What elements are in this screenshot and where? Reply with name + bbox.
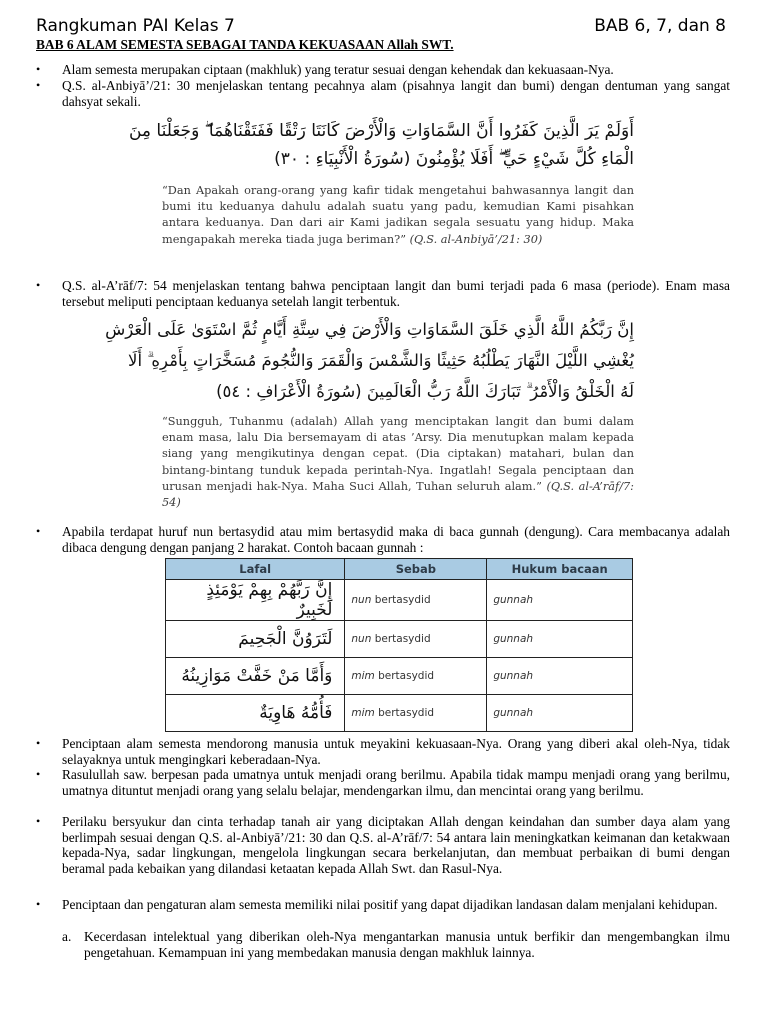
arabic-verse-line: إِنَّ رَبَّكُمُ اللَّهُ الَّذِي خَلَقَ السَّمَاوَاتِ وَالْأَرْضَ فِي سِتَّةِ أَيَّامٍ ثُمَّ اسْتَوَىٰ عَلَى الْعَرْشِ [105, 320, 634, 339]
sebab-text: bertasydid [371, 594, 431, 606]
translation-text: “Dan Apakah orang-orang yang kafir tidak mengetahui bahwasannya langit dan bumi itu keduanya dahulu adalah suatu yang padu, kemudian Kami pisahkan antara keduanya. Dan dari air Kami jadikan segala sesuatu yang hidup. Maka mengapakah mereka tiada juga beriman?” [162, 184, 634, 246]
sub-item-marker: a. [62, 929, 72, 944]
hukum-cell: gunnah [487, 695, 633, 732]
header-title-right: BAB 6, 7, dan 8 [594, 16, 726, 36]
bullet-item: • Q.S. al-Anbiyā’/21: 30 menjelaskan tentang pecahnya alam (pisahnya langit dan bumi) dengan dentuman yang sangat dahsyat sekali. [62, 78, 730, 109]
arabic-verse-line: الْمَاءِ كُلَّ شَيْءٍ حَيٍّ ۖ أَفَلَا يُؤْمِنُونَ (سُورَةُ الْأَنْبِيَاءِ : ٣٠) [274, 149, 634, 169]
bullet-item: • Rasulullah saw. berpesan pada umatnya untuk menjadi orang berilmu. Apabila tidak mampu menjadi orang yang berilmu, umatnya dituntut menjadi orang yang selalu belajar, mendengarkan ilmu, dan mencintai orang yang berilmu. [62, 767, 730, 798]
gunnah-table [165, 558, 633, 732]
sebab-letter: nun [351, 594, 372, 606]
chapter-title: BAB 6 ALAM SEMESTA SEBAGAI TANDA KEKUASAAN Allah SWT. [36, 37, 454, 52]
sebab-letter: mim [351, 670, 375, 682]
sebab-text: bertasydid [371, 633, 431, 645]
bullet-item: • Penciptaan dan pengaturan alam semesta memiliki nilai positif yang dapat dijadikan landasan dalam menjalani kehidupan. [62, 897, 730, 913]
column-header-lafal: Lafal [166, 559, 345, 580]
sub-item-text: Kecerdasan intelektual yang diberikan oleh-Nya mengantarkan manusia untuk berfikir dan mengembangkan ilmu pengetahuan. Kemampuan ini yang membedakan manusia dengan makhluk lainnya. [84, 929, 730, 960]
arabic-verse-line: أَوَلَمْ يَرَ الَّذِينَ كَفَرُوا أَنَّ السَّمَاوَاتِ وَالْأَرْضَ كَانَتَا رَتْقًا فَفَتَقْنَاهُمَا ۖ وَجَعَلْنَا مِنَ [128, 121, 634, 141]
verse-translation [162, 183, 634, 248]
sebab-text: bertasydid [374, 707, 435, 719]
sebab-text: bertasydid [374, 670, 435, 682]
table-row [166, 580, 633, 621]
bullet-item: • Apabila terdapat huruf nun bertasydid atau mim bertasydid maka di baca gunnah (dengung). Cara membacanya adalah dibaca dengung dengan panjang 2 harakat. Contoh bacaan gunnah : [62, 524, 730, 555]
sebab-cell [345, 695, 487, 732]
bullet-item: • Perilaku bersyukur dan cinta terhadap tanah air yang diciptakan Allah dengan keindahan dan sumber daya alam yang berlimpah sesuai dengan Q.S. al-Anbiyā’/21: 30 dan Q.S. al-A’rāf/7: 54 antara lain meningkatkan keimanan dan ketakwaan kepada-Nya, sadar lingkungan, mengelola lingkungan secara berkelanjutan, dan membuat perbaikan di bumi dengan beramal pada kebaikan yang dilandasi ketaatan kepada Allah Swt. dan Rasul-Nya. [62, 814, 730, 876]
column-header-hukum: Hukum bacaan [487, 559, 633, 580]
lafal-cell: وَأَمَّا مَنْ خَفَّتْ مَوَازِينُهُ [166, 658, 345, 695]
sebab-cell [345, 658, 487, 695]
sub-list-item [62, 929, 730, 960]
table-row [166, 621, 633, 658]
table-row [166, 658, 633, 695]
lafal-cell: لَتَرَوُنَّ الْجَحِيمَ [166, 621, 345, 658]
arabic-verse-line: لَهُ الْخَلْقُ وَالْأَمْرُ ۗ تَبَارَكَ اللَّهُ رَبُّ الْعَالَمِينَ (سُورَةُ الْأَعْرَافِ : ٥٤) [216, 382, 634, 401]
verse-translation [162, 414, 634, 511]
bullet-item: • Penciptaan alam semesta mendorong manusia untuk meyakini kekuasaan-Nya. Orang yang diberi akal oleh-Nya, tidak selayaknya untuk mengingkari keberadaan-Nya. [62, 736, 730, 767]
translation-source: (Q.S. al-Anbiyā’/21: 30) [409, 232, 543, 246]
sebab-letter: nun [351, 633, 372, 645]
quran-figure-anbiya [128, 117, 634, 275]
quran-figure-araf [105, 314, 634, 514]
sebab-cell [345, 621, 487, 658]
header-title-left: Rangkuman PAI Kelas 7 [36, 16, 235, 36]
lafal-cell: إِنَّ رَبَّهُمْ بِهِمْ يَوْمَئِذٍ لَخَبِيرٌ [166, 580, 345, 621]
hukum-cell: gunnah [487, 580, 633, 621]
arabic-verse-line: يُغْشِي اللَّيْلَ النَّهَارَ يَطْلُبُهُ حَثِيثًا وَالشَّمْسَ وَالْقَمَرَ وَالنُّجُومَ مُسَخَّرَاتٍ بِأَمْرِهِ ۗ أَلَا [128, 351, 634, 370]
bullet-item: • Q.S. al-A’rāf/7: 54 menjelaskan tentang bahwa penciptaan langit dan bumi terjadi pada 6 masa (periode). Enam masa tersebut meliputi penciptaan keduanya setelah langit terbentuk. [62, 278, 730, 309]
translation-source: (Q.S. al-A’rāf/7: 54) [162, 479, 634, 510]
translation-text: “Sungguh, Tuhanmu (adalah) Allah yang menciptakan langit dan bumi dalam enam masa, lalu Dia bersemayam di atas ’Arsy. Dia menutupkan malam kepada siang yang mengikutinya dengan cepat. (Dia ciptakan) matahari, bulan dan bintang-bintang tunduk kepada perintah-Nya. Ingatlah! Segala penciptaan dan urusan menjadi hak-Nya. Maha Suci Allah, Tuhan seluruh alam.” [162, 415, 634, 493]
column-header-sebab: Sebab [345, 559, 487, 580]
lafal-cell: فَأُمُّهُ هَاوِيَةٌ [166, 695, 345, 732]
hukum-cell: gunnah [487, 658, 633, 695]
page-header [36, 16, 726, 38]
sebab-letter: mim [351, 707, 375, 719]
sebab-cell [345, 580, 487, 621]
table-row [166, 695, 633, 732]
hukum-cell: gunnah [487, 621, 633, 658]
bullet-item: • Alam semesta merupakan ciptaan (makhluk) yang teratur sesuai dengan kehendak dan kekuasaan-Nya. [62, 62, 730, 78]
table-header-row [166, 559, 633, 580]
